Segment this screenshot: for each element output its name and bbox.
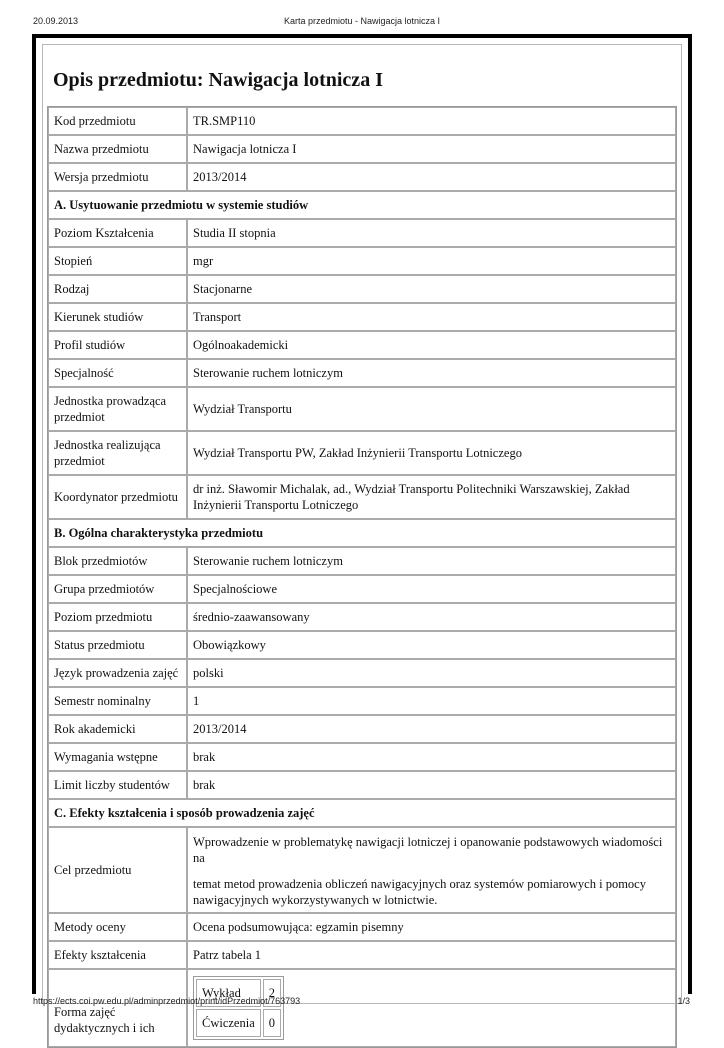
goal-paragraph-2: temat metod prowadzenia obliczeń nawigacyjnych oraz systemów pomiarowych i pomocy nawigacyjnych wykorzystywanych w lotnictwie. <box>193 877 646 907</box>
table-row <box>48 475 676 519</box>
row-label: Stopień <box>48 247 187 275</box>
row-value: dr inż. Sławomir Michalak, ad., Wydział Transportu Politechniki Warszawskiej, Zakład Inżynierii Transportu Lotniczego <box>187 475 676 519</box>
class-form-name: Wykład <box>196 979 261 1007</box>
row-value: średnio-zaawansowany <box>187 603 676 631</box>
row-label: Jednostka realizująca przedmiot <box>48 431 187 475</box>
row-label: Poziom Kształcenia <box>48 219 187 247</box>
section-c-title: C. Efekty kształcenia i sposób prowadzenia zajęć <box>48 799 676 827</box>
row-value <box>187 827 676 913</box>
row-label: Efekty kształcenia <box>48 941 187 969</box>
section-b-title: B. Ogólna charakterystyka przedmiotu <box>48 519 676 547</box>
table-row <box>48 659 676 687</box>
table-row <box>48 303 676 331</box>
row-value: Nawigacja lotnicza I <box>187 135 676 163</box>
print-footer <box>0 994 724 1024</box>
row-value: Wydział Transportu <box>187 387 676 431</box>
row-label: Blok przedmiotów <box>48 547 187 575</box>
table-row <box>48 575 676 603</box>
row-value: Patrz tabela 1 <box>187 941 676 969</box>
section-a-title: A. Usytuowanie przedmiotu w systemie studiów <box>48 191 676 219</box>
row-label: Jednostka prowadząca przedmiot <box>48 387 187 431</box>
row-value: Specjalnościowe <box>187 575 676 603</box>
row-value: Ogólnoakademicki <box>187 331 676 359</box>
table-row <box>48 631 676 659</box>
row-value: Ocena podsumowująca: egzamin pisemny <box>187 913 676 941</box>
print-header <box>0 0 724 30</box>
row-label: Wymagania wstępne <box>48 743 187 771</box>
section-header-row <box>48 799 676 827</box>
row-value: Wydział Transportu PW, Zakład Inżynierii Transportu Lotniczego <box>187 431 676 475</box>
table-row <box>48 547 676 575</box>
row-label: Koordynator przedmiotu <box>48 475 187 519</box>
row-value: mgr <box>187 247 676 275</box>
table-row <box>48 275 676 303</box>
table-row <box>48 219 676 247</box>
goal-paragraph-1: Wprowadzenie w problematykę nawigacji lotniczej i opanowanie podstawowych wiadomości na <box>193 835 663 865</box>
row-label: Metody oceny <box>48 913 187 941</box>
table-row <box>48 913 676 941</box>
table-row <box>48 431 676 475</box>
row-label: Poziom przedmiotu <box>48 603 187 631</box>
class-form-hours: 0 <box>263 1009 281 1037</box>
row-value: Obowiązkowy <box>187 631 676 659</box>
row-label: Rok akademicki <box>48 715 187 743</box>
class-form-hours: 2 <box>263 979 281 1007</box>
row-value: 2013/2014 <box>187 715 676 743</box>
table-row <box>48 771 676 799</box>
row-label: Cel przedmiotu <box>48 827 187 913</box>
table-row <box>48 135 676 163</box>
table-row <box>48 603 676 631</box>
table-row <box>48 687 676 715</box>
row-label: Limit liczby studentów <box>48 771 187 799</box>
table-row <box>48 941 676 969</box>
course-card-table <box>47 106 677 1048</box>
row-label: Kod przedmiotu <box>48 107 187 135</box>
table-row <box>48 107 676 135</box>
row-label: Nazwa przedmiotu <box>48 135 187 163</box>
row-label: Profil studiów <box>48 331 187 359</box>
table-row <box>48 715 676 743</box>
row-label: Język prowadzenia zajęć <box>48 659 187 687</box>
row-value: brak <box>187 771 676 799</box>
row-value: Studia II stopnia <box>187 219 676 247</box>
row-value: TR.SMP110 <box>187 107 676 135</box>
print-date: 20.09.2013 <box>33 16 79 26</box>
section-header-row <box>48 191 676 219</box>
page-title: Opis przedmiotu: Nawigacja lotnicza I <box>53 69 383 91</box>
row-label: Grupa przedmiotów <box>48 575 187 603</box>
row-value: Stacjonarne <box>187 275 676 303</box>
document-panel <box>42 44 682 1035</box>
table-row <box>48 743 676 771</box>
table-row <box>48 247 676 275</box>
table-row <box>48 163 676 191</box>
row-value: 2013/2014 <box>187 163 676 191</box>
row-label: Specjalność <box>48 359 187 387</box>
table-row <box>48 331 676 359</box>
row-value: 1 <box>187 687 676 715</box>
row-value: Transport <box>187 303 676 331</box>
table-row <box>48 387 676 431</box>
row-label: Semestr nominalny <box>48 687 187 715</box>
row-value: polski <box>187 659 676 687</box>
section-header-row <box>48 519 676 547</box>
row-value: Sterowanie ruchem lotniczym <box>187 547 676 575</box>
row-value: Sterowanie ruchem lotniczym <box>187 359 676 387</box>
row-label: Wersja przedmiotu <box>48 163 187 191</box>
print-title: Karta przedmiotu - Nawigacja lotnicza I <box>283 16 441 26</box>
row-label: Rodzaj <box>48 275 187 303</box>
table-row <box>48 359 676 387</box>
row-value: brak <box>187 743 676 771</box>
row-label: Forma zajęć dydaktycznych i ich <box>48 969 187 1047</box>
print-url: https://ects.coi.pw.edu.pl/adminprzedmiot/print/idPrzedmiot/763793 <box>33 996 301 1006</box>
page-number: 1/3 <box>677 996 690 1006</box>
class-form-name: Ćwiczenia <box>196 1009 261 1037</box>
table-row <box>48 827 676 913</box>
row-label: Status przedmiotu <box>48 631 187 659</box>
row-label: Kierunek studiów <box>48 303 187 331</box>
